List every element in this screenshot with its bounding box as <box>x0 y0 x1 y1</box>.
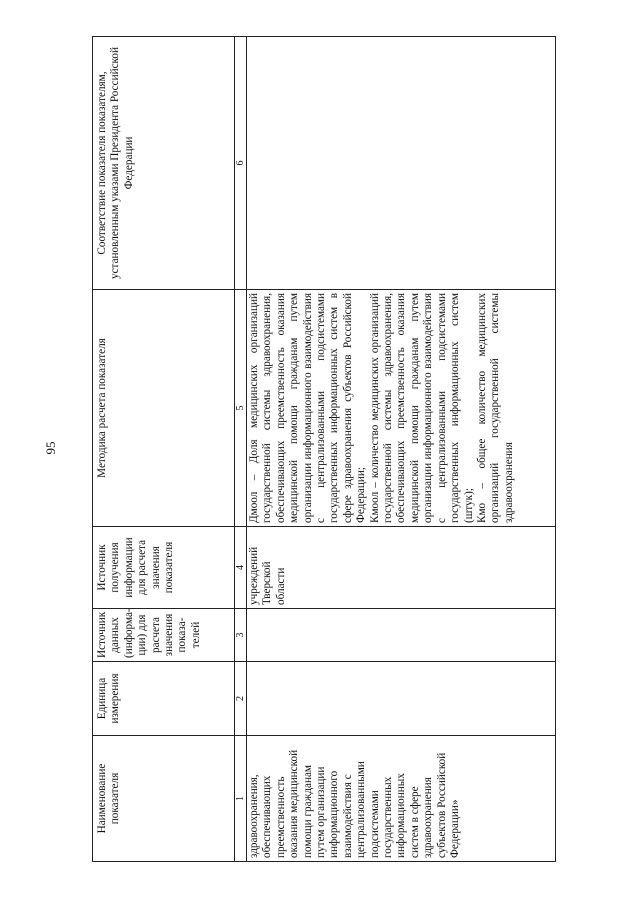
column-number: 3 <box>235 609 247 662</box>
cell-data-source <box>247 609 556 662</box>
table-row <box>247 37 556 862</box>
column-number-row <box>235 37 247 862</box>
page-number: 95 <box>43 441 58 455</box>
method-paragraph-kmoool: Кмоол – количество медицинских организаций государственной системы здравоохранения, обеспечивающих преемственность оказания медицинской помощи гражданам путем организации информационного взаимодействия с централизованными подсистемами государственных информационных систем (штук); <box>368 293 475 523</box>
header-indicator-name: Наименование показателя <box>93 736 235 862</box>
method-paragraph-kmo: Кмо – общее количество медицинских организаций государственной системы здравоохранения <box>475 293 515 523</box>
cell-indicator-name: здравоохранения, обеспечивающих преемственность оказания медицинской помощи гражданам путем организации информационного взаимодействия с централизованными подсистемами государственных информационных систем в сфере здравоохранения субъектов Российской Федерации» <box>247 736 556 862</box>
column-number: 4 <box>235 527 247 609</box>
header-info-source: Источник получения информации для расчета значения показателя <box>93 527 235 609</box>
header-method: Методика расчета показателя <box>93 290 235 527</box>
cell-method <box>247 290 556 527</box>
rotated-page <box>92 37 556 862</box>
method-paragraph-doool: Дмоол – Доля медицинских организаций государственной системы здравоохранения, обеспечивающих преемственность оказания медицинской помощи гражданам путем организации информационного взаимодействия с централизованными подсистемами государственных информационных систем в сфере здравоохранения субъектов Российской Федерации; <box>248 293 368 523</box>
cell-info-source: учреждений Тверской области <box>247 527 556 609</box>
header-data-source: Источник данных (информа-ции) для расчета значения показа-телей <box>93 609 235 662</box>
column-number: 2 <box>235 662 247 736</box>
column-number: 1 <box>235 736 247 862</box>
indicator-table <box>92 36 556 862</box>
cell-unit <box>247 662 556 736</box>
header-unit: Единица измерения <box>93 662 235 736</box>
header-compliance: Соответствие показателя показателям, установленным указами Президента Российской Федерации <box>93 37 235 290</box>
cell-compliance <box>247 37 556 290</box>
column-number: 5 <box>235 290 247 527</box>
column-number: 6 <box>235 37 247 290</box>
table-header-row <box>93 37 235 862</box>
